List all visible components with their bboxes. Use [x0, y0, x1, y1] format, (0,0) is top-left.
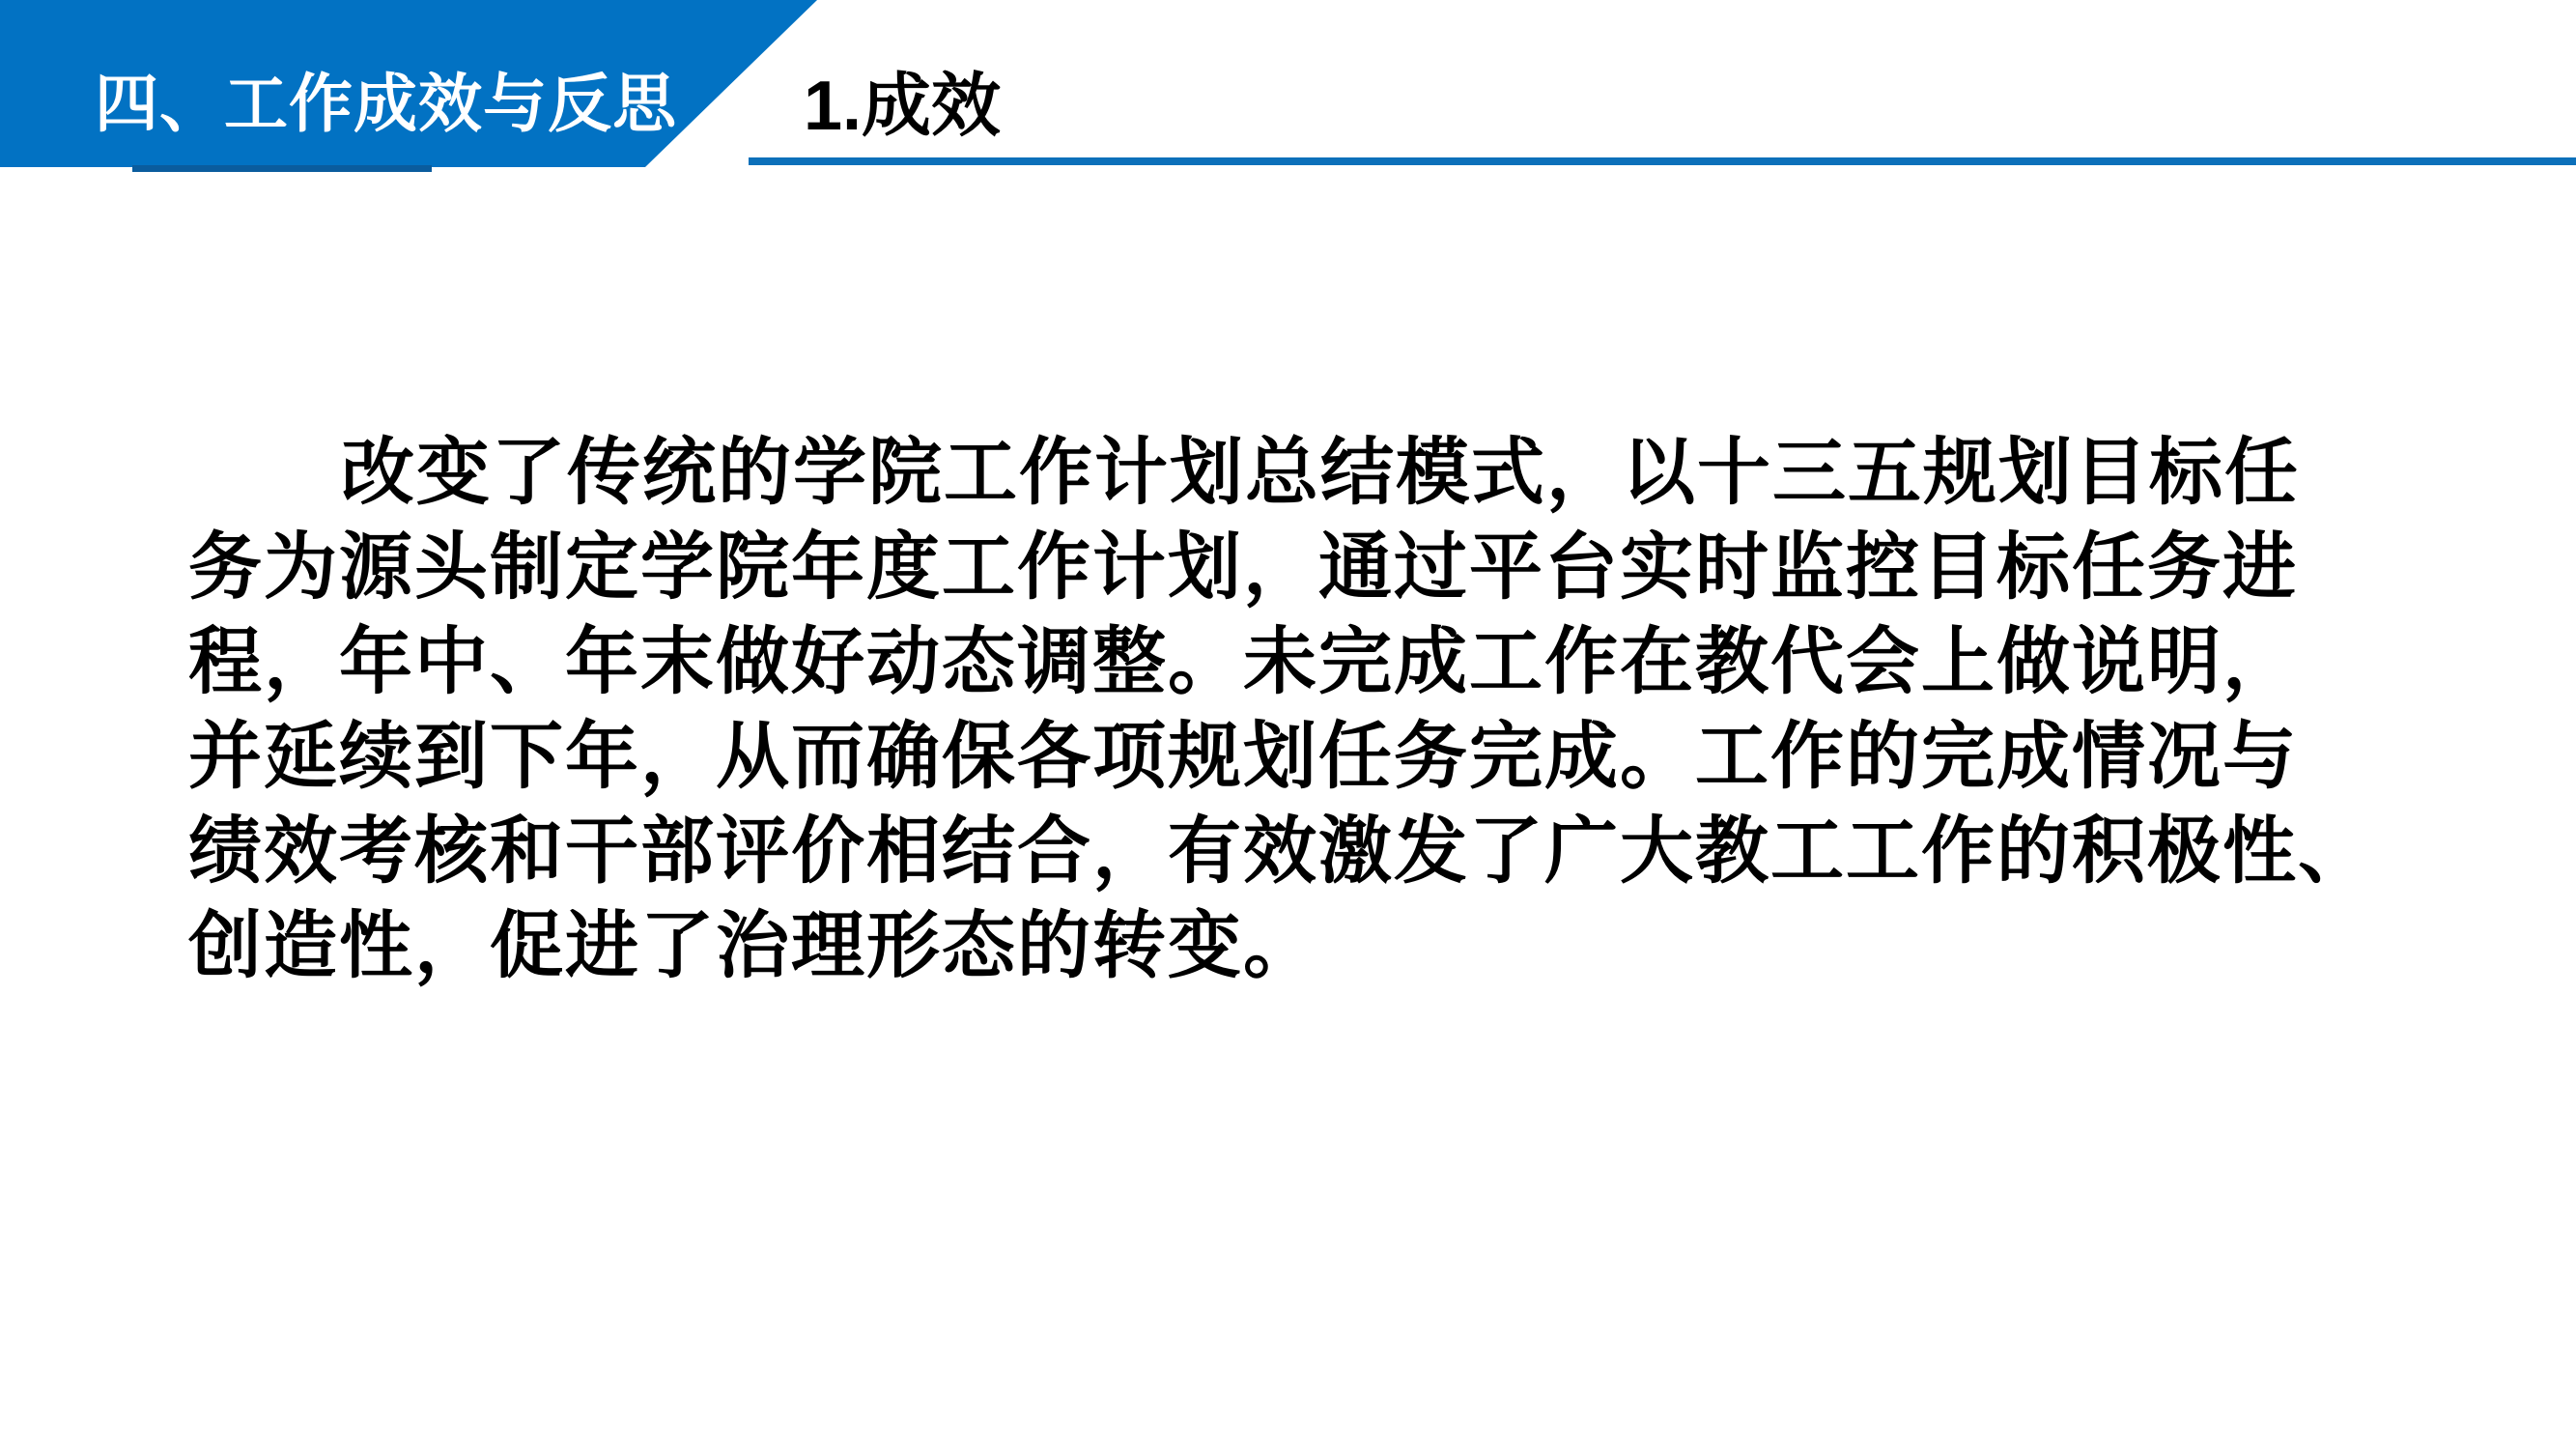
section-banner-title: 四、工作成效与反思 — [95, 68, 677, 139]
body-paragraph — [188, 426, 2439, 994]
body-line: 绩效考核和干部评价相结合，有效激发了广大教工工作的积极性、 — [188, 810, 2373, 893]
body-line: 并延续到下年，从而确保各项规划任务完成。工作的完成情况与 — [188, 716, 2298, 798]
header-divider-line — [749, 157, 2576, 165]
body-line: 程，年中、年末做好动态调整。未完成工作在教代会上做说明， — [188, 621, 2298, 703]
body-line: 务为源头制定学院年度工作计划，通过平台实时监控目标任务进 — [188, 526, 2298, 609]
banner-accent-line — [132, 165, 432, 172]
body-line: 改变了传统的学院工作计划总结模式，以十三五规划目标任 — [341, 432, 2300, 514]
subsection-title: 1.成效 — [804, 68, 1002, 145]
body-line: 创造性，促进了治理形态的转变。 — [188, 905, 1318, 987]
